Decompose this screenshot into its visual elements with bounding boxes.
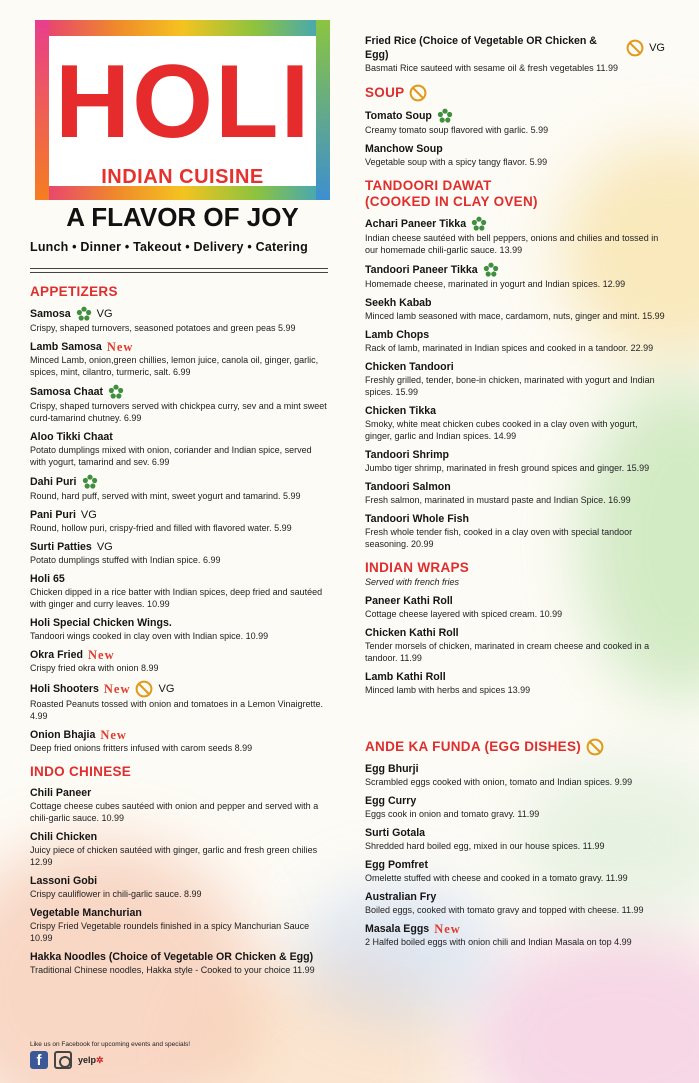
menu-item-name: Holi Special Chicken Wings. (30, 617, 172, 629)
menu-item (365, 108, 665, 136)
menu-item-name: Achari Paneer Tikka (365, 218, 467, 230)
menu-section (365, 84, 665, 168)
section-title: TANDOORI DAWAT (365, 178, 492, 193)
menu-item (365, 826, 665, 852)
menu-item-header (365, 858, 665, 872)
section-title: SOUP (365, 85, 405, 100)
restaurant-logo (35, 20, 330, 230)
menu-item-name: Onion Bhajia (30, 729, 96, 741)
menu-item-header (365, 626, 665, 640)
section-heading (365, 738, 665, 756)
menu-item-name: Tomato Soup (365, 110, 432, 122)
menu-item-description: 2 Halfed boiled eggs with onion chili and Indian Masala on top 4.99 (365, 937, 632, 947)
menu-item-header (30, 648, 330, 662)
new-badge: New (434, 922, 461, 936)
menu-item-header (30, 728, 330, 742)
menu-item-name: Chili Chicken (30, 831, 98, 843)
menu-item (30, 540, 330, 566)
new-badge: New (88, 648, 115, 662)
menu-item-name: Tandoori Salmon (365, 481, 451, 493)
yelp-burst-icon: ✲ (96, 1054, 104, 1065)
menu-item-header (365, 594, 665, 608)
section-title: ANDE KA FUNDA (EGG DISHES) (365, 739, 582, 754)
menu-item-header (365, 448, 665, 462)
menu-item-name: Pani Puri (30, 509, 76, 521)
menu-item-header (30, 340, 330, 354)
menu-section (30, 284, 330, 754)
menu-item-description: Homemade cheese, marinated in yogurt and Indian spices. 12.99 (365, 279, 626, 289)
menu-item-header (30, 830, 330, 844)
menu-item (365, 512, 665, 550)
menu-item-description: Round, hollow puri, crispy-fried and filled with flavored water. 5.99 (30, 523, 292, 533)
menu-item-name: Samosa Chaat (30, 386, 104, 398)
menu-item-name: Egg Bhurji (365, 763, 419, 775)
menu-item-name: Dahi Puri (30, 476, 77, 488)
menu-item (30, 648, 330, 674)
menu-item (365, 296, 665, 322)
menu-item-header (30, 474, 330, 490)
vegan-badge: VG (649, 42, 665, 54)
menu-item-header (365, 922, 665, 936)
menu-item (365, 670, 665, 696)
menu-item-header (30, 950, 330, 964)
menu-item-description: Crispy cauliflower in chili-garlic sauce. 8.99 (30, 889, 202, 899)
section-title: INDIAN WRAPS (365, 560, 470, 575)
menu-item (365, 216, 665, 256)
menu-item (365, 890, 665, 916)
menu-item-name: Manchow Soup (365, 143, 443, 155)
menu-item-description: Jumbo tiger shrimp, marinated in fresh ground spices and ginger. 15.99 (365, 463, 650, 473)
menu-item-description: Fresh whole tender fish, cooked in a clay oven with special tandoor seasoning. 20.99 (365, 527, 633, 549)
menu-item-description: Cottage cheese layered with spiced cream. 10.99 (365, 609, 563, 619)
menu-item-name: Tandoori Whole Fish (365, 513, 469, 525)
yelp-label: yelp (78, 1054, 97, 1065)
menu-item-name: Surti Gotala (365, 827, 426, 839)
menu-item-header (30, 306, 330, 322)
menu-item-description: Chicken dipped in a rice batter with Indian spices, deep fried and sautéed with ginger and curry leaves. 10.99 (30, 587, 323, 609)
menu-item-name: Tandoori Shrimp (365, 449, 449, 461)
menu-section (30, 764, 330, 976)
menu-item (365, 360, 665, 398)
menu-item-name: Lamb Chops (365, 329, 430, 341)
menu-item (30, 572, 330, 610)
menu-item-name: Seekh Kabab (365, 297, 432, 309)
menu-item (365, 328, 665, 354)
menu-item-header (30, 906, 330, 920)
menu-item-name: Holi 65 (30, 573, 65, 585)
menu-item-description: Shredded hard boiled egg, mixed in our house spices. 11.99 (365, 841, 605, 851)
no-onion-garlic-icon (586, 738, 604, 756)
menu-column-right (365, 34, 665, 948)
menu-item-description: Potato dumplings stuffed with Indian spice. 6.99 (30, 555, 221, 565)
menu-item-name: Masala Eggs (365, 923, 430, 935)
menu-item-header (30, 616, 330, 630)
menu-item-header (30, 430, 330, 444)
menu-item (30, 340, 330, 378)
vegetarian-icon (483, 262, 499, 278)
section-heading (365, 560, 665, 576)
menu-item-description: Minced lamb with herbs and spices 13.99 (365, 685, 531, 695)
menu-item-description: Fresh salmon, marinated in mustard paste and Indian Spice. 16.99 (365, 495, 631, 505)
menu-item-description: Minced lamb seasoned with mace, cardamom, nuts, ginger and mint. 15.99 (365, 311, 665, 321)
menu-item-name: Vegetable Manchurian (30, 907, 142, 919)
yelp-icon[interactable] (78, 1055, 104, 1066)
menu-item-description: Crispy Fried Vegetable roundels finished in a spicy Manchurian Sauce 10.99 (30, 921, 310, 943)
vegetarian-icon (76, 306, 92, 322)
menu-item (30, 906, 330, 944)
logo-name: HOLI (55, 44, 312, 160)
menu-item-description: Creamy tomato soup flavored with garlic. 5.99 (365, 125, 549, 135)
vegetarian-icon (437, 108, 453, 124)
menu-item (365, 448, 665, 474)
menu-item (365, 262, 665, 290)
section-heading (30, 284, 330, 300)
menu-item-header (365, 34, 665, 62)
menu-item (30, 680, 330, 722)
menu-item (365, 762, 665, 788)
vegan-badge: VG (158, 683, 175, 695)
new-badge: New (100, 728, 127, 742)
section-note: Served with french fries (365, 577, 460, 587)
facebook-note: Like us on Facebook for upcoming events and specials! (30, 1041, 191, 1048)
menu-item-description: Vegetable soup with a spicy tangy flavor. 5.99 (365, 157, 548, 167)
section-title: APPETIZERS (30, 284, 118, 299)
menu-item-name: Australian Fry (365, 891, 437, 903)
menu-item-header (30, 384, 330, 400)
menu-item (365, 404, 665, 442)
menu-item-description: Deep fried onions fritters infused with carom seeds 8.99 (30, 743, 253, 753)
logo-subtitle: INDIAN CUISINE (101, 166, 264, 188)
section-heading (365, 84, 665, 102)
divider-top (30, 268, 328, 269)
menu-item-description: Rack of lamb, marinated in Indian spices and cooked in a tandoor. 22.99 (365, 343, 654, 353)
menu-section (365, 738, 665, 948)
menu-item-header (365, 108, 665, 124)
menu-item (365, 858, 665, 884)
menu-item (30, 430, 330, 468)
menu-item-name: Lassoni Gobi (30, 875, 98, 887)
instagram-icon[interactable] (54, 1051, 72, 1069)
services-line: Lunch • Dinner • Takeout • Delivery • Catering (30, 240, 308, 254)
menu-item-description: Potato dumplings mixed with onion, coriander and Indian spice, served with yogurt, tamarind and sev. 6.99 (30, 445, 312, 467)
menu-item (365, 922, 665, 948)
menu-item-header (365, 512, 665, 526)
menu-item-name: Holi Shooters (30, 683, 99, 695)
menu-item-description: Boiled eggs, cooked with tomato gravy and topped with cheese. 11.99 (365, 905, 644, 915)
menu-item-header (365, 404, 665, 418)
menu-item-header (365, 670, 665, 684)
menu-item (365, 142, 665, 168)
menu-section (365, 34, 665, 74)
menu-item-name: Egg Curry (365, 795, 417, 807)
menu-item-description: Round, hard puff, served with mint, sweet yogurt and tamarind. 5.99 (30, 491, 301, 501)
menu-item-header (365, 216, 665, 232)
menu-item (30, 508, 330, 534)
menu-item (365, 594, 665, 620)
menu-item (30, 384, 330, 424)
menu-item-name: Hakka Noodles (Choice of Vegetable OR Chicken & Egg) (30, 951, 314, 963)
section-subtitle: (COOKED IN CLAY OVEN) (365, 194, 538, 209)
no-onion-garlic-icon (135, 680, 153, 698)
menu-item-name: Chicken Kathi Roll (365, 627, 459, 639)
menu-item-description: Juicy piece of chicken sautéed with ginger, garlic and fresh green chilies 12.99 (30, 845, 318, 867)
menu-item-name: Aloo Tikki Chaat (30, 431, 113, 443)
facebook-icon[interactable]: f (30, 1051, 48, 1069)
menu-item-name: Tandoori Paneer Tikka (365, 264, 478, 276)
menu-item-header (30, 540, 330, 554)
menu-item (30, 728, 330, 754)
menu-item (30, 306, 330, 334)
menu-item-description: Minced Lamb, onion,green chillies, lemon juice, canola oil, ginger, garlic, spices, mint, cilantro, turmeric, salt. 6.99 (30, 355, 319, 377)
menu-item (365, 480, 665, 506)
vegan-badge: VG (96, 541, 113, 553)
menu-section (365, 560, 665, 696)
menu-item-header (365, 360, 665, 374)
menu-item-header (365, 296, 665, 310)
menu-item-description: Cottage cheese cubes sautéed with onion and pepper and served with a chili-garlic sauce. 10.99 (30, 801, 319, 823)
menu-item-name: Lamb Kathi Roll (365, 671, 446, 683)
menu-item-header (30, 508, 330, 522)
vegan-badge: VG (80, 509, 97, 521)
vegan-badge: VG (96, 308, 113, 320)
menu-section (365, 178, 665, 550)
menu-item-header (365, 762, 665, 776)
menu-item-header (365, 328, 665, 342)
menu-item (30, 786, 330, 824)
vegetarian-icon (108, 384, 124, 400)
menu-item-name: Chili Paneer (30, 787, 92, 799)
menu-item-description: Crispy, shaped turnovers served with chickpea curry, sev and a mint sweet curd-tamarind chutney. 6.99 (30, 401, 327, 423)
menu-item-name: Lamb Samosa (30, 341, 102, 353)
menu-item-name: Okra Fried (30, 649, 83, 661)
menu-item-header (365, 480, 665, 494)
menu-item-description: Roasted Peanuts tossed with onion and tomatoes in a Lemon Vinaigrette. 4.99 (30, 699, 324, 721)
menu-item (30, 874, 330, 900)
menu-item-header (365, 794, 665, 808)
menu-item-name: Paneer Kathi Roll (365, 595, 453, 607)
menu-item-name: Egg Pomfret (365, 859, 428, 871)
menu-item-description: Traditional Chinese noodles, Hakka style - Cooked to your choice 11.99 (30, 965, 315, 975)
menu-item (30, 950, 330, 976)
menu-item (30, 474, 330, 502)
menu-item-description: Tandoori wings cooked in clay oven with Indian spice. 10.99 (30, 631, 269, 641)
new-badge: New (103, 682, 131, 696)
no-onion-garlic-icon (626, 39, 644, 57)
new-badge: New (106, 340, 134, 354)
social-links (30, 1051, 104, 1069)
menu-item-description: Scrambled eggs cooked with onion, tomato and Indian spices. 9.99 (365, 777, 633, 787)
menu-item-name: Surti Patties (30, 541, 92, 553)
section-title: INDO CHINESE (30, 764, 132, 779)
divider-bottom (30, 272, 328, 273)
menu-item-header (30, 786, 330, 800)
vegetarian-icon (471, 216, 487, 232)
menu-item (30, 616, 330, 642)
menu-item-name: Fried Rice (Choice of Vegetable OR Chicken & Egg) (365, 35, 597, 61)
menu-item-header (30, 874, 330, 888)
vegetarian-icon (82, 474, 98, 490)
menu-item (365, 34, 665, 74)
menu-item-description: Indian cheese sautéed with bell peppers, onions and chilies and tossed in our homemade chili-garlic sauce. 13.99 (365, 233, 659, 255)
menu-item-description: Basmati Rice sauteed with sesame oil & fresh vegetables 11.99 (365, 63, 618, 73)
menu-item (30, 830, 330, 868)
menu-item-header (365, 142, 665, 156)
menu-item (365, 794, 665, 820)
menu-item-header (365, 826, 665, 840)
menu-item-description: Crispy, shaped turnovers, seasoned potatoes and green peas 5.99 (30, 323, 296, 333)
logo-tagline: A FLAVOR OF JOY (66, 202, 299, 232)
menu-item-name: Chicken Tandoori (365, 361, 454, 373)
menu-item-header (30, 572, 330, 586)
menu-item-header (30, 680, 330, 698)
menu-item-description: Crispy fried okra with onion 8.99 (30, 663, 159, 673)
section-heading (365, 178, 665, 194)
menu-item-description: Freshly grilled, tender, bone-in chicken, marinated with yogurt and Indian spices. 15.99 (365, 375, 655, 397)
menu-item (365, 626, 665, 664)
menu-item-description: Eggs cook in onion and tomato gravy. 11.99 (365, 809, 540, 819)
menu-column-left (30, 284, 330, 976)
menu-item-description: Tender morsels of chicken, marinated in cream cheese and cooked in a tandoor. 11.99 (365, 641, 650, 663)
menu-item-header (365, 890, 665, 904)
menu-item-description: Omelette stuffed with cheese and cooked in a tomato gravy. 11.99 (365, 873, 628, 883)
menu-item-description: Smoky, white meat chicken cubes cooked in a clay oven with yogurt, ginger, garlic and Indian spices. 14.99 (365, 419, 638, 441)
menu-item-name: Chicken Tikka (365, 405, 437, 417)
menu-item-header (365, 262, 665, 278)
no-onion-garlic-icon (409, 84, 427, 102)
menu-item-name: Samosa (30, 308, 71, 320)
section-heading (30, 764, 330, 780)
